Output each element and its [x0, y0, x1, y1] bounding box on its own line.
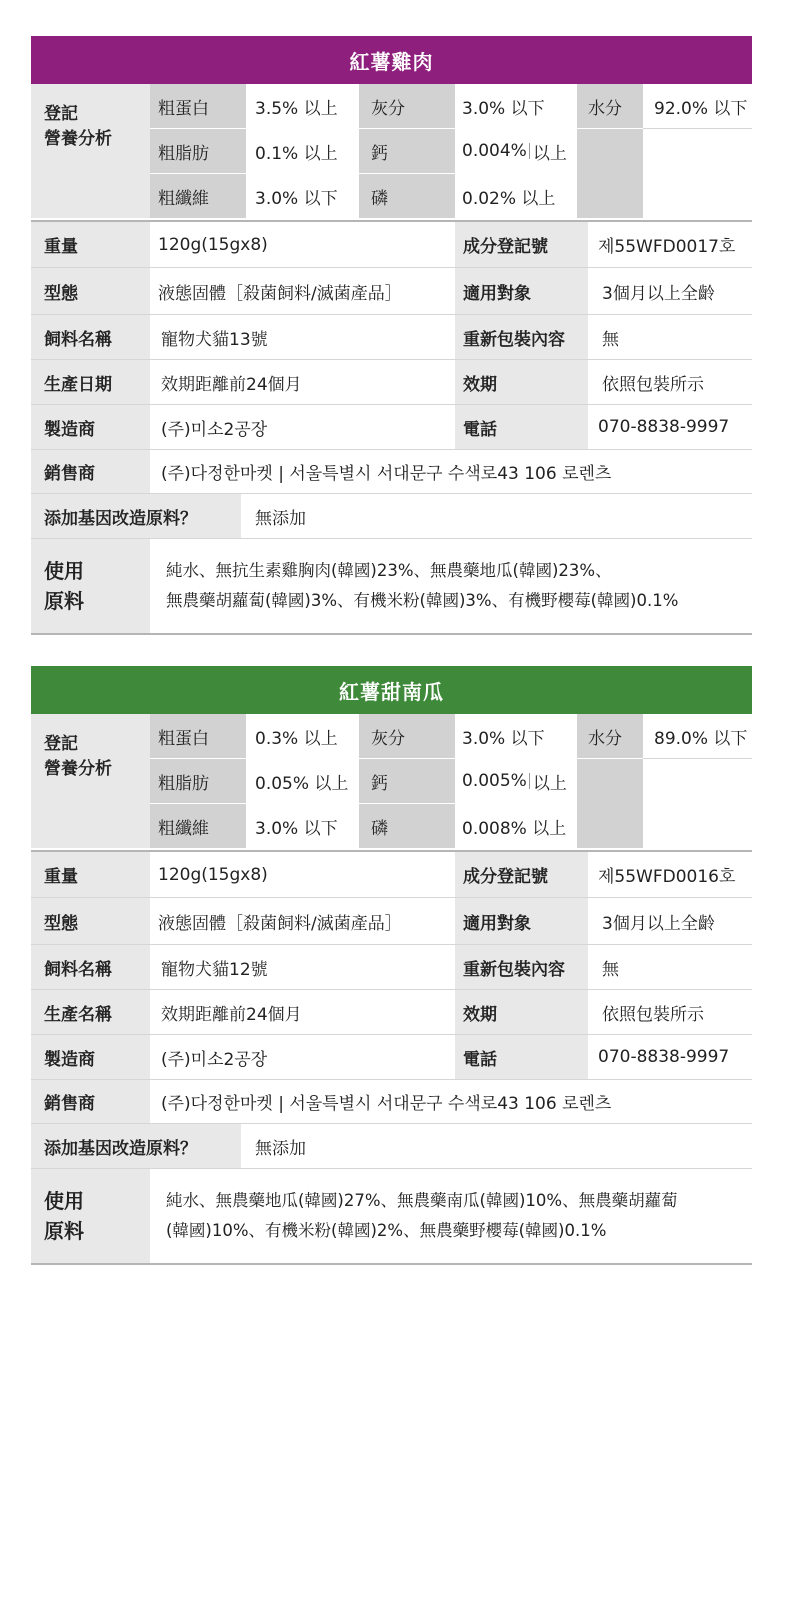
calcium-suffix: 以上: [532, 143, 567, 164]
date-row: [31, 990, 752, 1035]
moisture-label: 水分: [588, 98, 622, 119]
type-label: 型態: [31, 268, 150, 314]
production-date-value: 效期距離前24個月: [161, 1004, 302, 1025]
calcium-value: 0.004% 以上: [462, 131, 577, 171]
nutrition-analysis-table: [31, 84, 752, 222]
phone-value: 070-8838-9997: [598, 417, 730, 437]
manufacturer-label: 製造商: [31, 405, 150, 449]
target-label: 適用對象: [455, 268, 588, 314]
nutrition-heading: 登記 營養分析: [31, 714, 150, 848]
registration-label: 成分登記號: [455, 852, 588, 897]
fiber-value: 3.0% 以下: [255, 818, 338, 839]
production-date-value: 效期距離前24個月: [161, 374, 302, 395]
ash-label: 灰分: [371, 98, 405, 119]
gmo-row: [31, 494, 752, 539]
production-date-label: 生產名稱: [31, 990, 150, 1034]
product-card-sweet-potato-chicken: [31, 36, 752, 635]
moisture-value: 92.0% 以下: [654, 98, 748, 119]
production-date-label: 生產日期: [31, 360, 150, 404]
expiry-value: 依照包裝所示: [602, 1004, 704, 1025]
fiber-value: 3.0% 以下: [255, 188, 338, 209]
gmo-label: 添加基因改造原料？: [31, 1124, 241, 1168]
ingredients-row: [31, 539, 752, 635]
fat-value: 0.05% 以上: [255, 773, 349, 794]
ingredients-text: 純水、無農藥地瓜(韓國)27%、無農藥南瓜(韓國)10%、無農藥胡蘿蔔 (韓國)10%、有機米粉(韓國)2%、無農藥野櫻莓(韓國)0.1%: [166, 1191, 678, 1240]
type-row: [31, 268, 752, 315]
weight-row: [31, 852, 752, 898]
seller-label: 銷售商: [31, 1080, 150, 1123]
weight-row: [31, 222, 752, 268]
maker-row: [31, 405, 752, 450]
protein-label: 粗蛋白: [158, 98, 209, 119]
ingredients-row: [31, 1169, 752, 1265]
phosphorus-value: 0.008% 以上: [462, 818, 567, 839]
repack-label: 重新包裝內容: [455, 945, 588, 989]
gmo-value: 無添加: [255, 508, 306, 529]
nutrition-heading: 登記 營養分析: [31, 84, 150, 218]
ingredients-label: 使用 原料: [31, 1169, 150, 1263]
fat-label: 粗脂肪: [158, 773, 209, 794]
feed-name-value: 寵物犬貓12號: [161, 959, 268, 980]
manufacturer-value: (주)미소2공장: [161, 1049, 268, 1070]
weight-value: 120g(15gx8): [158, 864, 268, 885]
gmo-row: [31, 1124, 752, 1169]
calcium-value: 0.005% 以上: [462, 761, 577, 801]
registration-label: 成分登記號: [455, 222, 588, 267]
seller-row: [31, 1080, 752, 1124]
target-value: 3個月以上全齡: [602, 913, 715, 934]
gmo-label: 添加基因改造原料？: [31, 494, 241, 538]
seller-row: [31, 450, 752, 494]
product-title: 紅薯甜南瓜: [31, 666, 752, 714]
calcium-label: 鈣: [371, 773, 388, 794]
gmo-value: 無添加: [255, 1138, 306, 1159]
feed-row: [31, 315, 752, 360]
weight-value: 120g(15gx8): [158, 234, 268, 255]
fat-value: 0.1% 以上: [255, 143, 338, 164]
expiry-value: 依照包裝所示: [602, 374, 704, 395]
registration-value: 제55WFD0017호: [598, 237, 736, 257]
moisture-label: 水分: [588, 728, 622, 749]
weight-label: 重量: [31, 222, 150, 267]
phosphorus-label: 磷: [371, 818, 388, 839]
manufacturer-value: (주)미소2공장: [161, 419, 268, 440]
seller-label: 銷售商: [31, 450, 150, 493]
fat-label: 粗脂肪: [158, 143, 209, 164]
type-value: 液態固體［殺菌飼料/滅菌產品］: [158, 283, 402, 304]
expiry-label: 效期: [455, 360, 588, 404]
fiber-label: 粗纖維: [158, 188, 209, 209]
protein-label: 粗蛋白: [158, 728, 209, 749]
target-value: 3個月以上全齡: [602, 283, 715, 304]
phone-label: 電話: [455, 1035, 588, 1079]
feed-row: [31, 945, 752, 990]
ash-value: 3.0% 以下: [462, 728, 545, 749]
repack-value: 無: [602, 959, 619, 980]
phosphorus-value: 0.02% 以上: [462, 188, 556, 209]
feed-name-value: 寵物犬貓13號: [161, 329, 268, 350]
ingredients-text: 純水、無抗生素雞胸肉(韓國)23%、無農藥地瓜(韓國)23%、 無農藥胡蘿蔔(韓國)3%、有機米粉(韓國)3%、有機野櫻莓(韓國)0.1%: [166, 561, 679, 610]
nutrition-analysis-table: [31, 714, 752, 852]
target-label: 適用對象: [455, 898, 588, 944]
calcium-label: 鈣: [371, 143, 388, 164]
ash-label: 灰分: [371, 728, 405, 749]
maker-row: [31, 1035, 752, 1080]
registration-value: 제55WFD0016호: [598, 867, 736, 887]
phosphorus-label: 磷: [371, 188, 388, 209]
phone-label: 電話: [455, 405, 588, 449]
seller-value: (주)다정한마켓 | 서울특별시 서대문구 수색로43 106 로렌츠: [161, 1094, 612, 1114]
feed-name-label: 飼料名稱: [31, 315, 150, 359]
type-value: 液態固體［殺菌飼料/滅菌產品］: [158, 913, 402, 934]
ash-value: 3.0% 以下: [462, 98, 545, 119]
protein-value: 0.3% 以上: [255, 728, 338, 749]
weight-label: 重量: [31, 852, 150, 897]
repack-value: 無: [602, 329, 619, 350]
feed-name-label: 飼料名稱: [31, 945, 150, 989]
protein-value: 3.5% 以上: [255, 98, 338, 119]
seller-value: (주)다정한마켓 | 서울특별시 서대문구 수색로43 106 로렌츠: [161, 464, 612, 484]
type-row: [31, 898, 752, 945]
manufacturer-label: 製造商: [31, 1035, 150, 1079]
ingredients-label: 使用 原料: [31, 539, 150, 633]
moisture-value: 89.0% 以下: [654, 728, 748, 749]
calcium-suffix: 以上: [532, 773, 567, 794]
product-card-sweet-potato-pumpkin: [31, 666, 752, 1265]
product-title: 紅薯雞肉: [31, 36, 752, 84]
date-row: [31, 360, 752, 405]
phone-value: 070-8838-9997: [598, 1047, 730, 1067]
type-label: 型態: [31, 898, 150, 944]
fiber-label: 粗纖維: [158, 818, 209, 839]
repack-label: 重新包裝內容: [455, 315, 588, 359]
expiry-label: 效期: [455, 990, 588, 1034]
